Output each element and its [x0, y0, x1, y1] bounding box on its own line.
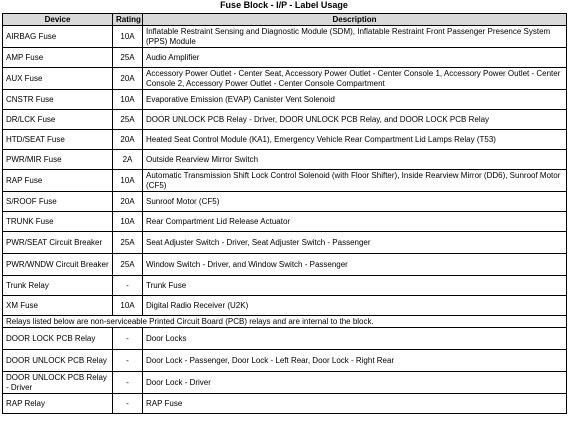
description-cell: Seat Adjuster Switch - Driver, Seat Adjuster Switch - Passenger — [143, 232, 567, 254]
rating-cell: 2A — [113, 150, 143, 170]
description-cell: Rear Compartment Lid Release Actuator — [143, 212, 567, 232]
description-cell: Sunroof Motor (CF5) — [143, 192, 567, 212]
rating-cell: 10A — [113, 90, 143, 110]
rating-cell: 25A — [113, 110, 143, 130]
device-cell: PWR/SEAT Circuit Breaker — [3, 232, 113, 254]
device-cell: DOOR UNLOCK PCB Relay — [3, 350, 113, 372]
rating-cell: - — [113, 350, 143, 372]
description-cell: Heated Seat Control Module (KA1), Emergency Vehicle Rear Compartment Lid Lamps Relay (T53) — [143, 130, 567, 150]
rating-column-header: Rating — [113, 14, 143, 26]
rating-cell: 10A — [113, 212, 143, 232]
device-cell: PWR/WNDW Circuit Breaker — [3, 254, 113, 276]
relay-row — [3, 328, 567, 350]
description-cell: Door Locks — [143, 328, 567, 350]
device-cell: HTD/SEAT Fuse — [3, 130, 113, 150]
description-cell: Digital Radio Receiver (U2K) — [143, 296, 567, 316]
rating-cell: 10A — [113, 296, 143, 316]
description-cell: Accessory Power Outlet - Center Seat, Accessory Power Outlet - Center Console 1, Accessory Power Outlet - Center Console 2, Accessory Power Outlet - Center Console Compartment — [143, 68, 567, 90]
description-cell: Outside Rearview Mirror Switch — [143, 150, 567, 170]
description-column-header: Description — [143, 14, 567, 26]
note-row — [3, 316, 567, 328]
rating-cell: - — [113, 394, 143, 414]
device-cell: Trunk Relay — [3, 276, 113, 296]
device-column-header: Device — [3, 14, 113, 26]
table-row — [3, 68, 567, 90]
rating-cell: 20A — [113, 192, 143, 212]
fuse-table — [2, 13, 567, 414]
device-cell: PWR/MIR Fuse — [3, 150, 113, 170]
table-row — [3, 26, 567, 48]
device-cell: DOOR LOCK PCB Relay — [3, 328, 113, 350]
table-row — [3, 110, 567, 130]
rating-cell: 10A — [113, 26, 143, 48]
device-cell: AUX Fuse — [3, 68, 113, 90]
device-cell: DOOR UNLOCK PCB Relay - Driver — [3, 372, 113, 394]
rating-cell: 10A — [113, 170, 143, 192]
device-cell: AIRBAG Fuse — [3, 26, 113, 48]
description-cell: Trunk Fuse — [143, 276, 567, 296]
device-cell: XM Fuse — [3, 296, 113, 316]
rating-cell: 25A — [113, 254, 143, 276]
rating-cell: - — [113, 372, 143, 394]
rating-cell: 25A — [113, 48, 143, 68]
rating-cell: - — [113, 276, 143, 296]
description-cell: Window Switch - Driver, and Window Switch - Passenger — [143, 254, 567, 276]
device-cell: RAP Fuse — [3, 170, 113, 192]
rating-cell: 25A — [113, 232, 143, 254]
table-row — [3, 254, 567, 276]
table-row — [3, 48, 567, 68]
relay-note: Relays listed below are non-serviceable Printed Circuit Board (PCB) relays and are internal to the block. — [3, 316, 567, 328]
relay-row — [3, 350, 567, 372]
table-row — [3, 130, 567, 150]
description-cell: Audio Amplifier — [143, 48, 567, 68]
table-row — [3, 192, 567, 212]
description-cell: Door Lock - Passenger, Door Lock - Left Rear, Door Lock - Right Rear — [143, 350, 567, 372]
table-row — [3, 232, 567, 254]
rating-cell: 20A — [113, 68, 143, 90]
header-row — [3, 14, 567, 26]
device-cell: DR/LCK Fuse — [3, 110, 113, 130]
description-cell: DOOR UNLOCK PCB Relay - Driver, DOOR UNLOCK PCB Relay, and DOOR LOCK PCB Relay — [143, 110, 567, 130]
rating-cell: - — [113, 328, 143, 350]
table-row — [3, 90, 567, 110]
document-title: Fuse Block - I/P - Label Usage — [220, 0, 348, 10]
device-cell: TRUNK Fuse — [3, 212, 113, 232]
description-cell: Inflatable Restraint Sensing and Diagnostic Module (SDM), Inflatable Restraint Front Passenger Presence System (PPS) Module — [143, 26, 567, 48]
table-row — [3, 150, 567, 170]
table-row — [3, 212, 567, 232]
device-cell: CNSTR Fuse — [3, 90, 113, 110]
relay-row — [3, 394, 567, 414]
rating-cell: 20A — [113, 130, 143, 150]
table-row — [3, 276, 567, 296]
device-cell: AMP Fuse — [3, 48, 113, 68]
relay-row — [3, 372, 567, 394]
description-cell: Automatic Transmission Shift Lock Control Solenoid (with Floor Shifter), Inside Rearview Mirror (DD6), Sunroof Motor (CF5) — [143, 170, 567, 192]
description-cell: Evaporative Emission (EVAP) Canister Vent Solenoid — [143, 90, 567, 110]
description-cell: RAP Fuse — [143, 394, 567, 414]
table-row — [3, 296, 567, 316]
device-cell: RAP Relay — [3, 394, 113, 414]
device-cell: S/ROOF Fuse — [3, 192, 113, 212]
table-row — [3, 170, 567, 192]
description-cell: Door Lock - Driver — [143, 372, 567, 394]
